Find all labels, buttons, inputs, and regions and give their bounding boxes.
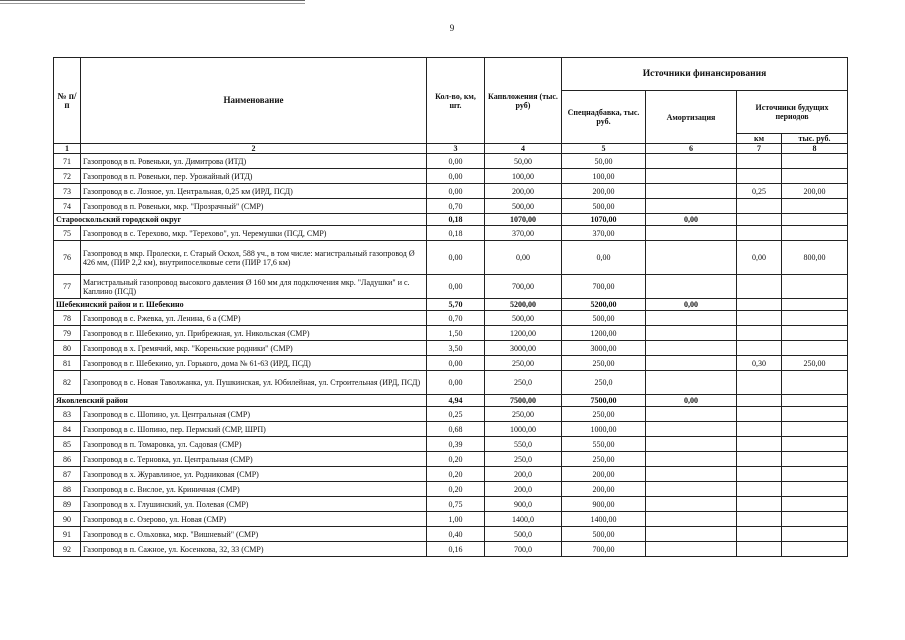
cell-km	[737, 169, 782, 184]
cell-special: 200,00	[562, 184, 646, 199]
cell-capex: 100,00	[485, 169, 562, 184]
table-row	[54, 482, 848, 497]
table-row	[54, 226, 848, 241]
row-name: Газопровод в с. Ржевка, ул. Ленина, 6 а (СМР)	[81, 311, 427, 326]
table-row	[54, 407, 848, 422]
cell-amortization	[646, 356, 737, 371]
cell-special: 250,0	[562, 371, 646, 395]
row-number: 87	[54, 467, 81, 482]
cell-km	[737, 452, 782, 467]
top-rule	[0, 0, 305, 1]
row-name: Газопровод в п. Ровеньки, мкр. "Прозрачный" (СМР)	[81, 199, 427, 214]
cell-qty: 5,70	[427, 299, 485, 311]
table-row	[54, 341, 848, 356]
cell-qty: 1,50	[427, 326, 485, 341]
header-sources: Источники финансирования	[562, 58, 848, 91]
cell-amortization: 0,00	[646, 395, 737, 407]
column-number: 8	[782, 144, 848, 154]
row-name: Газопровод в х. Журавлиное, ул. Родниковая (СМР)	[81, 467, 427, 482]
cell-qty: 0,00	[427, 154, 485, 169]
cell-amortization	[646, 452, 737, 467]
cell-km	[737, 542, 782, 557]
table-row	[54, 452, 848, 467]
cell-thousand-rub	[782, 395, 848, 407]
section-name: Старооскольский городской округ	[54, 214, 427, 226]
cell-capex: 200,0	[485, 467, 562, 482]
row-number: 85	[54, 437, 81, 452]
row-number: 83	[54, 407, 81, 422]
cell-km	[737, 482, 782, 497]
column-number: 6	[646, 144, 737, 154]
cell-amortization	[646, 199, 737, 214]
cell-thousand-rub	[782, 422, 848, 437]
cell-qty: 0,18	[427, 214, 485, 226]
cell-thousand-rub	[782, 169, 848, 184]
table-row	[54, 356, 848, 371]
row-number: 84	[54, 422, 81, 437]
cell-capex: 1400,0	[485, 512, 562, 527]
header-name: Наименование	[81, 58, 427, 144]
column-number: 2	[81, 144, 427, 154]
table-row	[54, 326, 848, 341]
cell-special: 900,00	[562, 497, 646, 512]
row-number: 75	[54, 226, 81, 241]
cell-amortization	[646, 169, 737, 184]
row-number: 86	[54, 452, 81, 467]
cell-special: 500,00	[562, 311, 646, 326]
cell-thousand-rub	[782, 226, 848, 241]
cell-km	[737, 199, 782, 214]
cell-qty: 0,16	[427, 542, 485, 557]
cell-amortization	[646, 497, 737, 512]
financing-table	[53, 57, 848, 557]
row-number: 92	[54, 542, 81, 557]
cell-capex: 7500,00	[485, 395, 562, 407]
cell-qty: 0,68	[427, 422, 485, 437]
cell-special: 5200,00	[562, 299, 646, 311]
cell-capex: 5200,00	[485, 299, 562, 311]
cell-special: 250,00	[562, 356, 646, 371]
cell-special: 700,00	[562, 275, 646, 299]
cell-amortization: 0,00	[646, 299, 737, 311]
cell-special: 1070,00	[562, 214, 646, 226]
table-row	[54, 422, 848, 437]
cell-qty: 4,94	[427, 395, 485, 407]
cell-km	[737, 275, 782, 299]
cell-amortization	[646, 326, 737, 341]
table-row	[54, 184, 848, 199]
row-name: Газопровод в п. Ровеньки, ул. Димитрова (ИТД)	[81, 154, 427, 169]
row-name: Газопровод в п. Томаровка, ул. Садовая (СМР)	[81, 437, 427, 452]
cell-thousand-rub	[782, 527, 848, 542]
cell-amortization	[646, 422, 737, 437]
cell-special: 500,00	[562, 527, 646, 542]
cell-km	[737, 527, 782, 542]
cell-thousand-rub	[782, 482, 848, 497]
cell-amortization	[646, 467, 737, 482]
cell-special: 500,00	[562, 199, 646, 214]
cell-km	[737, 341, 782, 356]
cell-capex: 200,00	[485, 184, 562, 199]
column-number: 4	[485, 144, 562, 154]
cell-qty: 0,00	[427, 241, 485, 275]
cell-qty: 0,20	[427, 467, 485, 482]
cell-capex: 1070,00	[485, 214, 562, 226]
cell-amortization	[646, 311, 737, 326]
cell-special: 550,00	[562, 437, 646, 452]
header-tys: тыс. руб.	[782, 134, 848, 144]
row-name: Газопровод в с. Терехово, мкр. "Терехово", ул. Черемушки (ПСД, СМР)	[81, 226, 427, 241]
cell-qty: 0,40	[427, 527, 485, 542]
cell-amortization	[646, 241, 737, 275]
table-row	[54, 497, 848, 512]
header-special: Спецнадбавка, тыс. руб.	[562, 91, 646, 144]
table-row	[54, 527, 848, 542]
row-number: 88	[54, 482, 81, 497]
table-row	[54, 311, 848, 326]
cell-thousand-rub	[782, 311, 848, 326]
cell-amortization	[646, 527, 737, 542]
cell-km	[737, 407, 782, 422]
cell-thousand-rub	[782, 437, 848, 452]
header-capex: Капвложения (тыс. руб)	[485, 58, 562, 144]
row-name: Магистральный газопровод высокого давления Ø 160 мм для подключения мкр. "Ладушки" и с. Каплино (ПСД)	[81, 275, 427, 299]
cell-amortization	[646, 226, 737, 241]
cell-capex: 250,0	[485, 371, 562, 395]
row-name: Газопровод в с. Шопино, ул. Центральная (СМР)	[81, 407, 427, 422]
cell-thousand-rub	[782, 199, 848, 214]
cell-thousand-rub	[782, 542, 848, 557]
cell-capex: 370,00	[485, 226, 562, 241]
cell-thousand-rub: 800,00	[782, 241, 848, 275]
cell-capex: 3000,00	[485, 341, 562, 356]
cell-km	[737, 311, 782, 326]
cell-qty: 0,00	[427, 184, 485, 199]
cell-special: 200,00	[562, 482, 646, 497]
row-number: 89	[54, 497, 81, 512]
cell-thousand-rub: 250,00	[782, 356, 848, 371]
table-row	[54, 542, 848, 557]
cell-qty: 0,20	[427, 452, 485, 467]
cell-special: 250,00	[562, 452, 646, 467]
table-row	[54, 199, 848, 214]
cell-thousand-rub	[782, 214, 848, 226]
row-number: 73	[54, 184, 81, 199]
cell-amortization: 0,00	[646, 214, 737, 226]
table-row	[54, 371, 848, 395]
cell-thousand-rub	[782, 154, 848, 169]
table-row	[54, 275, 848, 299]
cell-km	[737, 214, 782, 226]
row-number: 91	[54, 527, 81, 542]
cell-km	[737, 512, 782, 527]
row-number: 80	[54, 341, 81, 356]
header-km: км	[737, 134, 782, 144]
cell-qty: 0,70	[427, 311, 485, 326]
cell-qty: 3,50	[427, 341, 485, 356]
cell-thousand-rub	[782, 299, 848, 311]
row-name: Газопровод в п. Ровеньки, пер. Урожайный (ИТД)	[81, 169, 427, 184]
cell-thousand-rub	[782, 407, 848, 422]
cell-qty: 1,00	[427, 512, 485, 527]
cell-km	[737, 497, 782, 512]
header-num: № п/п	[54, 58, 81, 144]
table-row	[54, 241, 848, 275]
cell-qty: 0,75	[427, 497, 485, 512]
row-number: 81	[54, 356, 81, 371]
cell-special: 1400,00	[562, 512, 646, 527]
row-name: Газопровод в п. Сажное, ул. Косенкова, 32, 33 (СМР)	[81, 542, 427, 557]
cell-capex: 200,0	[485, 482, 562, 497]
cell-amortization	[646, 542, 737, 557]
cell-capex: 250,00	[485, 407, 562, 422]
cell-thousand-rub	[782, 371, 848, 395]
cell-special: 200,00	[562, 467, 646, 482]
row-name: Газопровод в г. Шебекино, ул. Прибрежная, ул. Никольская (СМР)	[81, 326, 427, 341]
column-number: 7	[737, 144, 782, 154]
cell-capex: 700,0	[485, 542, 562, 557]
cell-km	[737, 395, 782, 407]
cell-thousand-rub	[782, 497, 848, 512]
cell-thousand-rub	[782, 341, 848, 356]
header-qty: Кол-во, км, шт.	[427, 58, 485, 144]
cell-thousand-rub	[782, 467, 848, 482]
cell-special: 1000,00	[562, 422, 646, 437]
row-number: 78	[54, 311, 81, 326]
cell-km	[737, 326, 782, 341]
row-number: 82	[54, 371, 81, 395]
cell-special: 100,00	[562, 169, 646, 184]
cell-thousand-rub	[782, 452, 848, 467]
row-number: 76	[54, 241, 81, 275]
cell-special: 1200,00	[562, 326, 646, 341]
row-name: Газопровод в с. Ольховка, мкр. "Вишневый" (СМР)	[81, 527, 427, 542]
cell-km: 0,00	[737, 241, 782, 275]
row-name: Газопровод в с. Терновка, ул. Центральная (СМР)	[81, 452, 427, 467]
cell-capex: 500,00	[485, 199, 562, 214]
cell-capex: 550,0	[485, 437, 562, 452]
table-row	[54, 154, 848, 169]
cell-special: 7500,00	[562, 395, 646, 407]
row-name: Газопровод в х. Гремячий, мкр. "Кореньские родники" (СМР)	[81, 341, 427, 356]
cell-amortization	[646, 341, 737, 356]
row-name: Газопровод в с. Новая Таволжанка, ул. Пушкинская, ул. Юбилейная, ул. Строительная (ИРД, ПСД)	[81, 371, 427, 395]
table-row	[54, 467, 848, 482]
cell-special: 3000,00	[562, 341, 646, 356]
cell-amortization	[646, 407, 737, 422]
cell-km	[737, 437, 782, 452]
section-row	[54, 395, 848, 407]
table-row	[54, 437, 848, 452]
header-future: Источники будущих периодов	[737, 91, 848, 134]
row-name: Газопровод в с. Шопино, пер. Пермский (СМР, ШРП)	[81, 422, 427, 437]
cell-amortization	[646, 437, 737, 452]
cell-km	[737, 154, 782, 169]
cell-capex: 500,0	[485, 527, 562, 542]
cell-capex: 500,00	[485, 311, 562, 326]
cell-amortization	[646, 512, 737, 527]
table-row	[54, 512, 848, 527]
cell-capex: 1200,00	[485, 326, 562, 341]
section-row	[54, 214, 848, 226]
top-rule-secondary	[0, 3, 305, 4]
cell-km	[737, 371, 782, 395]
cell-km	[737, 422, 782, 437]
cell-km: 0,25	[737, 184, 782, 199]
table-row	[54, 169, 848, 184]
cell-special: 370,00	[562, 226, 646, 241]
cell-qty: 0,00	[427, 275, 485, 299]
cell-capex: 900,0	[485, 497, 562, 512]
cell-capex: 250,0	[485, 452, 562, 467]
row-number: 74	[54, 199, 81, 214]
column-number: 5	[562, 144, 646, 154]
cell-amortization	[646, 482, 737, 497]
cell-amortization	[646, 154, 737, 169]
cell-qty: 0,39	[427, 437, 485, 452]
cell-thousand-rub	[782, 326, 848, 341]
cell-qty: 0,25	[427, 407, 485, 422]
section-name: Шебекинский район и г. Шебекино	[54, 299, 427, 311]
row-name: Газопровод в г. Шебекино, ул. Горького, дома № 61-63 (ИРД, ПСД)	[81, 356, 427, 371]
row-number: 90	[54, 512, 81, 527]
cell-km	[737, 299, 782, 311]
row-name: Газопровод в мкр. Пролески, г. Старый Оскол, 588 уч., в том числе: магистральный газопровод Ø 426 мм, (ПИР 2,2 км), внутрипоселковые сети (ПИР 17,6 км)	[81, 241, 427, 275]
cell-km	[737, 226, 782, 241]
cell-capex: 50,00	[485, 154, 562, 169]
cell-special: 50,00	[562, 154, 646, 169]
row-name: Газопровод в с. Лозное, ул. Центральная, 0,25 км (ИРД, ПСД)	[81, 184, 427, 199]
cell-special: 700,00	[562, 542, 646, 557]
cell-qty: 0,00	[427, 371, 485, 395]
cell-qty: 0,18	[427, 226, 485, 241]
cell-amortization	[646, 184, 737, 199]
cell-qty: 0,70	[427, 199, 485, 214]
row-name: Газопровод в с. Вислое, ул. Криничная (СМР)	[81, 482, 427, 497]
row-number: 71	[54, 154, 81, 169]
cell-qty: 0,00	[427, 356, 485, 371]
row-name: Газопровод в х. Глушинский, ул. Полевая (СМР)	[81, 497, 427, 512]
page-number: 9	[449, 23, 455, 33]
cell-thousand-rub	[782, 275, 848, 299]
section-row	[54, 299, 848, 311]
cell-special: 0,00	[562, 241, 646, 275]
cell-capex: 0,00	[485, 241, 562, 275]
cell-qty: 0,00	[427, 169, 485, 184]
row-number: 77	[54, 275, 81, 299]
cell-qty: 0,20	[427, 482, 485, 497]
column-number: 3	[427, 144, 485, 154]
cell-capex: 250,00	[485, 356, 562, 371]
row-name: Газопровод в с. Озерово, ул. Новая (СМР)	[81, 512, 427, 527]
header-amort: Амортизация	[646, 91, 737, 144]
cell-km	[737, 467, 782, 482]
cell-thousand-rub: 200,00	[782, 184, 848, 199]
cell-amortization	[646, 371, 737, 395]
section-name: Яковлевский район	[54, 395, 427, 407]
cell-capex: 700,00	[485, 275, 562, 299]
cell-capex: 1000,00	[485, 422, 562, 437]
row-number: 72	[54, 169, 81, 184]
row-number: 79	[54, 326, 81, 341]
cell-amortization	[646, 275, 737, 299]
cell-km: 0,30	[737, 356, 782, 371]
cell-thousand-rub	[782, 512, 848, 527]
cell-special: 250,00	[562, 407, 646, 422]
column-number: 1	[54, 144, 81, 154]
